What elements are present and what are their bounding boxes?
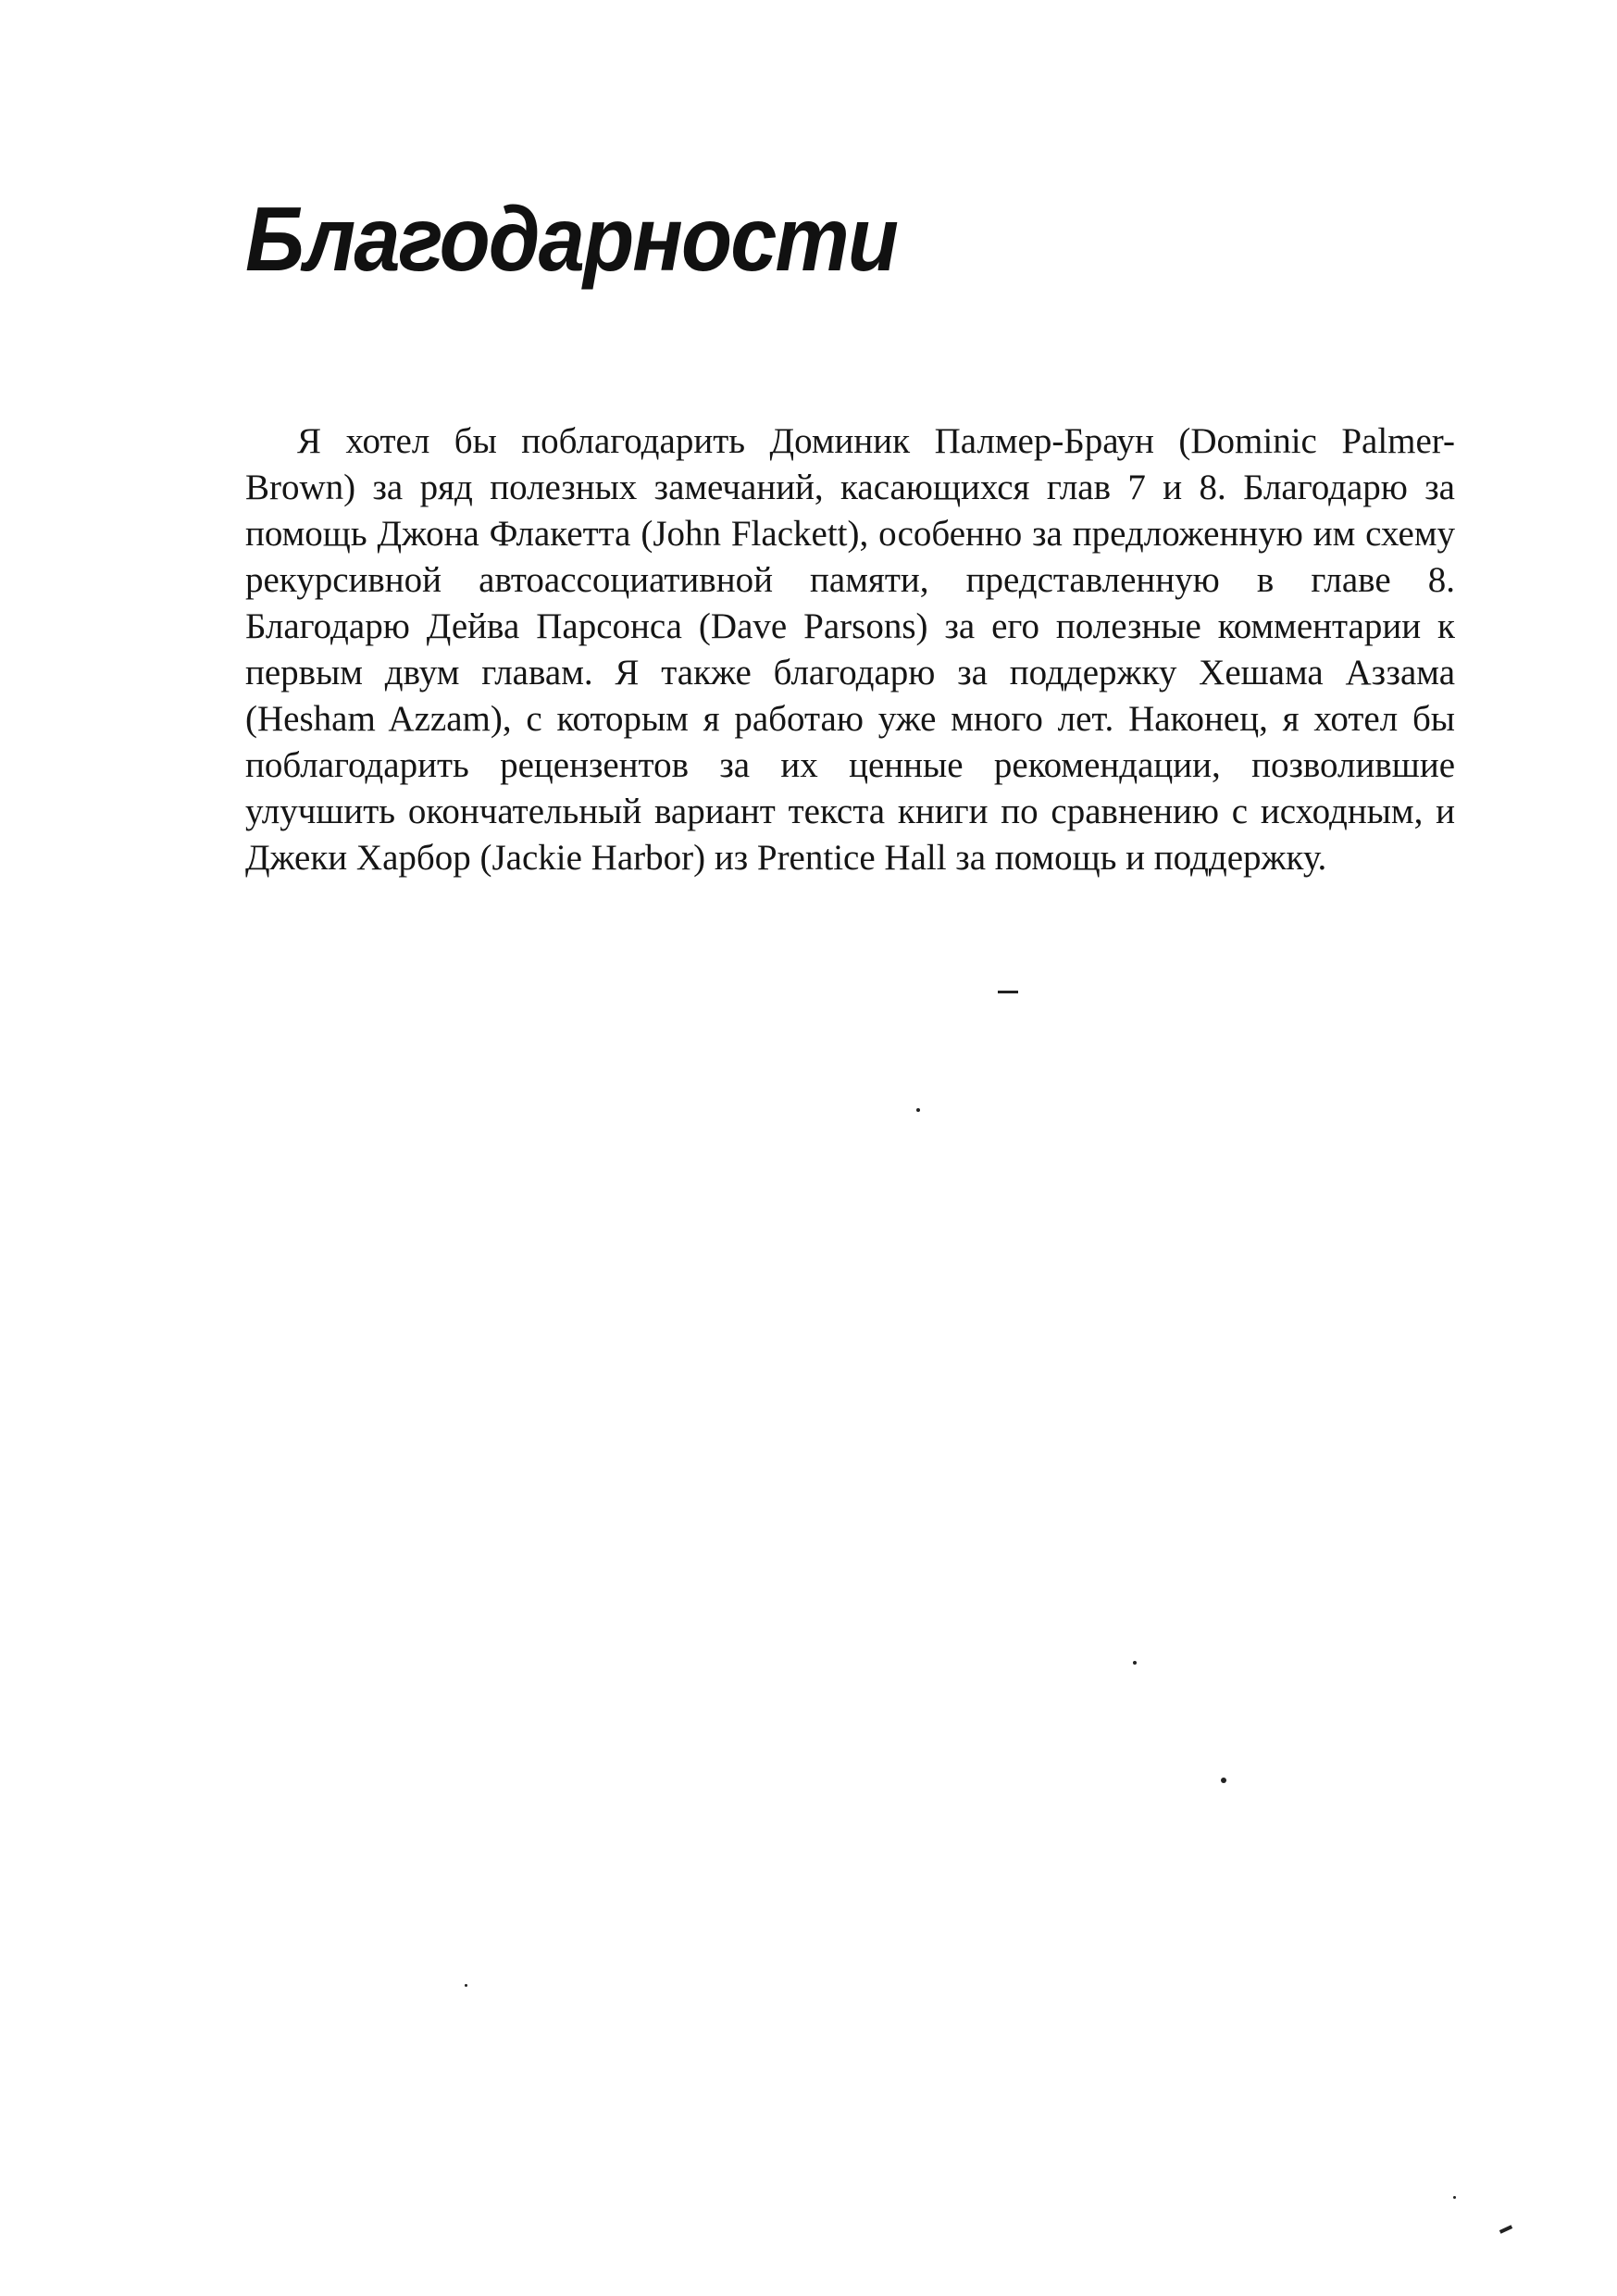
page-title: Благодарности (245, 188, 898, 290)
scan-artifact (1453, 2196, 1456, 2199)
scan-artifact (1499, 2225, 1512, 2234)
scan-artifact (998, 991, 1018, 993)
scan-artifact (1221, 1778, 1226, 1783)
scan-artifact (465, 1984, 467, 1987)
scan-artifact (916, 1108, 920, 1112)
scan-artifact (1133, 1661, 1137, 1665)
acknowledgements-paragraph: Я хотел бы поблагодарить Доминик Палмер-Браун (Dominic Palmer-Brown) за ряд полезных замечаний, касающихся глав 7 и 8. Благодарю за помощь Джона Флакетта (John Flackett), особенно за предложенную им схему рекурсивной автоассоциативной памяти, представленную в главе 8. Благодарю Дейва Парсонса (Dave Parsons) за его полезные комментарии к первым двум главам. Я также благодарю за поддержку Хешама Аззама (Hesham Azzam), с которым я работаю уже много лет. Наконец, я хотел бы поблагодарить рецензентов за их ценные рекомендации, позволившие улучшить окончательный вариант текста книги по сравнению с исходным, и Джеки Харбор (Jackie Harbor) из Prentice Hall за помощь и поддержку. (245, 421, 1455, 878)
